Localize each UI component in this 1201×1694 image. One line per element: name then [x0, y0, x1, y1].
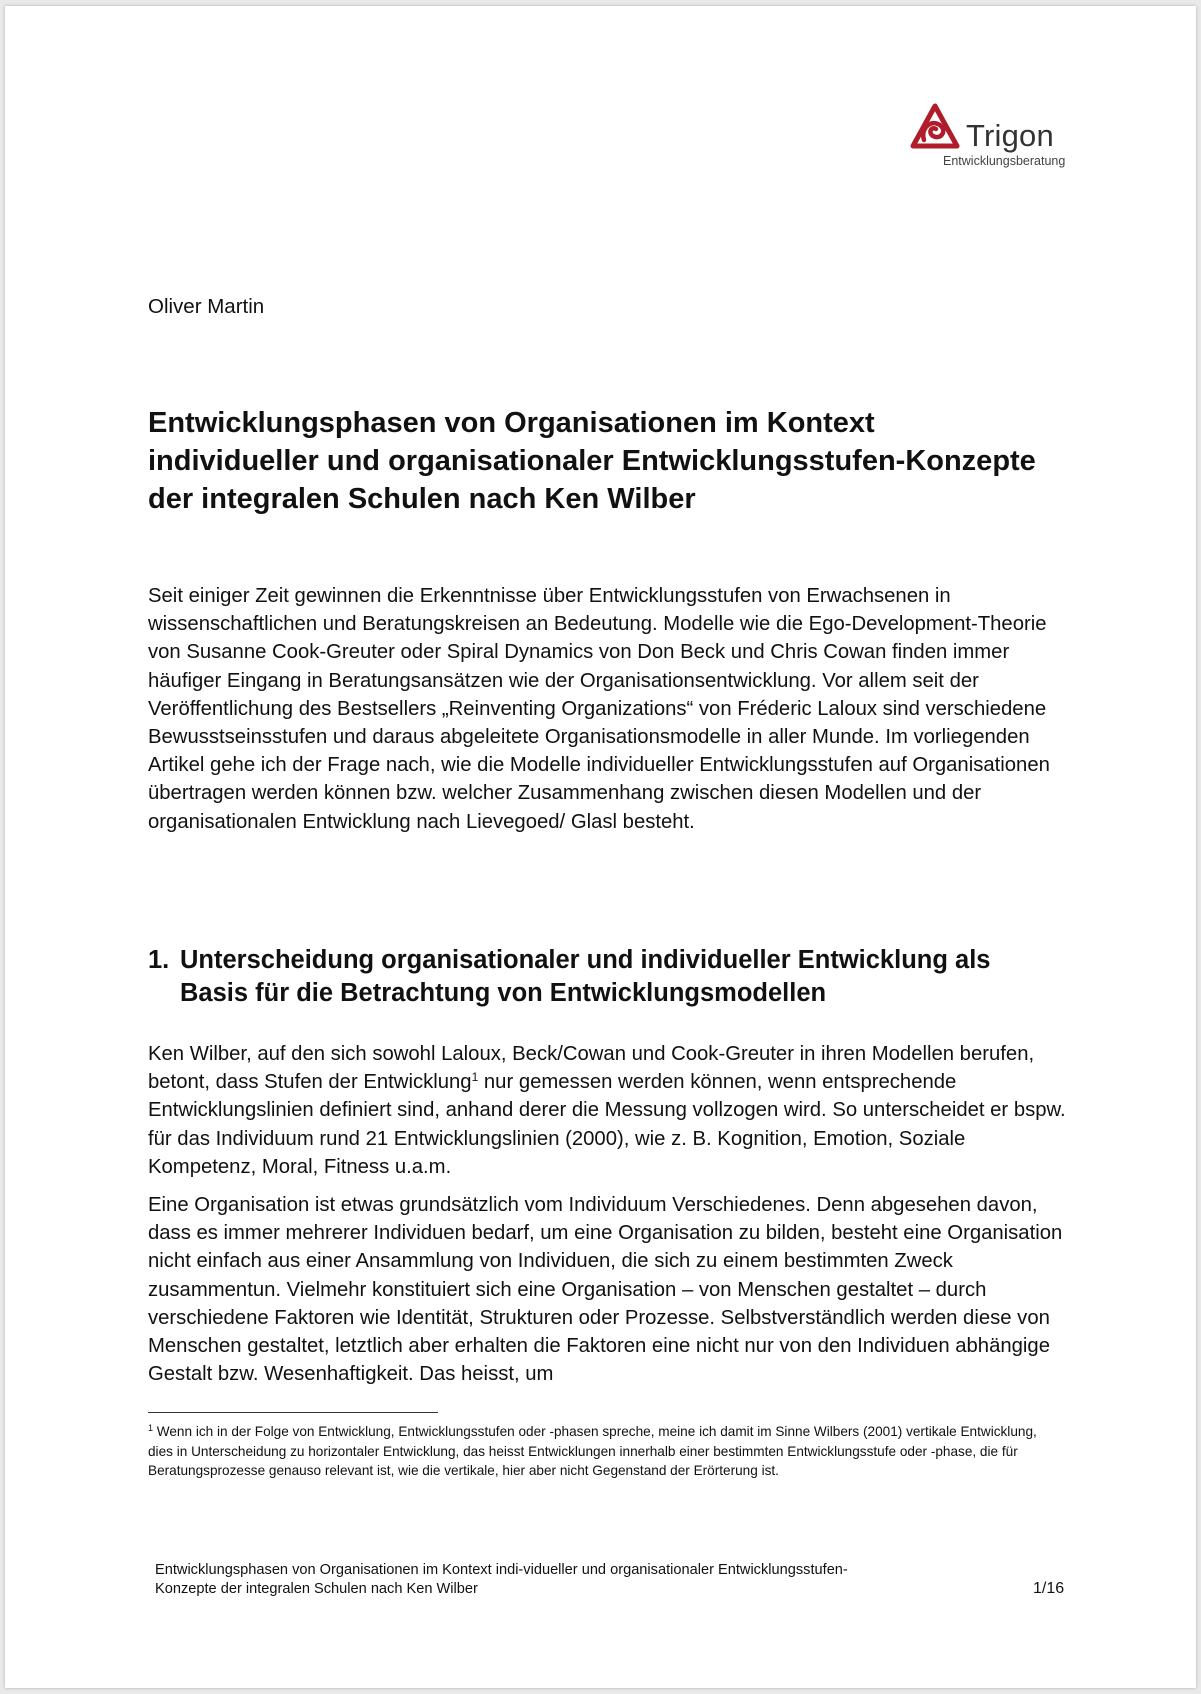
footnote-text: Wenn ich in der Folge von Entwicklung, Entwicklungsstufen oder -phasen spreche, meine ich damit im Sinne Wilbers (2001) vertikale Entwicklung, dies in Unterscheidung zu horizontaler Entwicklung, das heisst Entwicklungen innerhalb einer bestimmten Entwicklungsstufe oder -phase, die für Beratungsprozesse genauso relevant ist, wie die vertikale, hier aber nicht Gegenstand der Erörterung ist. [148, 1424, 1037, 1479]
page-footer [155, 1561, 915, 1598]
page-number: 1/16 [1033, 1580, 1065, 1597]
footer-line-1: Entwicklungsphasen von Organisationen im Kontext indi-vidueller und organisationaler Entwicklungsstufen- [155, 1562, 848, 1578]
footnote-mark: 1 [148, 1423, 154, 1433]
section-heading [148, 944, 1048, 1010]
logo-name: Trigon [966, 118, 1054, 153]
trigon-spiral-icon [910, 102, 960, 150]
section-paragraph-2: Eine Organisation ist etwas grundsätzlich vom Individuum Verschiedenes. Denn abgesehen davon, dass es immer mehrerer Individuen bedarf, um eine Organisation zu bilden, besteht eine Organisation nicht einfach aus einer Ansammlung von Individuen, die sich zu einem bestimmten Zweck zusammentun. Vielmehr konstituiert sich eine Organisation – von Menschen gestaltet – durch verschiedene Faktoren wie Identität, Strukturen oder Prozesse. Selbstverständlich werden diese von Menschen gestaltet, letztlich aber erhalten die Faktoren eine nicht nur von den Individuen abhängige Gestalt bzw. Wesenhaftigkeit. Das heisst, um [148, 1194, 1063, 1386]
section-paragraph-1 [148, 1040, 1068, 1181]
author-name: Oliver Martin [148, 295, 265, 318]
footnote-reference[interactable]: 1 [471, 1070, 479, 1085]
footnote-divider [148, 1412, 438, 1413]
document-page [5, 6, 1196, 1688]
intro-paragraph: Seit einiger Zeit gewinnen die Erkenntnisse über Entwicklungsstufen von Erwachsenen in wissenschaftlichen und Beratungskreisen an Bedeutung. Modelle wie die Ego-Development-Theorie von Susanne Cook-Greuter oder Spiral Dynamics von Don Beck und Chris Cowan finden immer häufiger Eingang in Beratungsansätzen wie der Organisationsentwicklung. Vor allem seit der Veröffentlichung des Bestsellers „Reinventing Organizations“ von Fréderic Laloux sind verschiedene Bewusstseinsstufen und daraus abgeleitete Organisationsmodelle in aller Munde. Im vorliegenden Artikel gehe ich der Frage nach, wie die Modelle individueller Entwicklungsstufen auf Organisationen übertragen werden können bzw. welcher Zusammenhang zwischen diesen Modellen und der organisationalen Entwicklung nach Lievegoed/ Glasl besteht. [148, 585, 1050, 833]
logo-subtitle: Entwicklungsberatung [943, 154, 1066, 168]
paragraph-text: nur gemessen werden können, wenn entsprechende Entwicklungslinien definiert sind, anhand derer die Messung vollzogen wird. So unterscheidet er bspw. für das Individuum rund 21 Entwicklungslinien (2000), wie z. B. Kognition, Emotion, Soziale Kompetenz, Moral, Fitness u.a.m. [148, 1071, 1066, 1178]
footnote [148, 1422, 1048, 1481]
document-title: Entwicklungsphasen von Organisationen im Kontext individueller und organisationaler Entwicklungsstufen-Konzepte der integralen Schulen nach Ken Wilber [148, 407, 1036, 515]
section-title: Unterscheidung organisationaler und individueller Entwicklung als Basis für die Betrachtung von Entwicklungsmodellen [180, 946, 991, 1007]
trigon-logo [910, 98, 1066, 170]
footer-line-2: Konzepte der integralen Schulen nach Ken Wilber [155, 1580, 478, 1597]
section-number: 1. [148, 946, 170, 974]
paragraph-text: Ken Wilber, auf den sich sowohl Laloux, Beck/Cowan und Cook-Greuter in ihren Modellen berufen, betont, dass Stufen der Entwicklung [148, 1043, 1035, 1094]
